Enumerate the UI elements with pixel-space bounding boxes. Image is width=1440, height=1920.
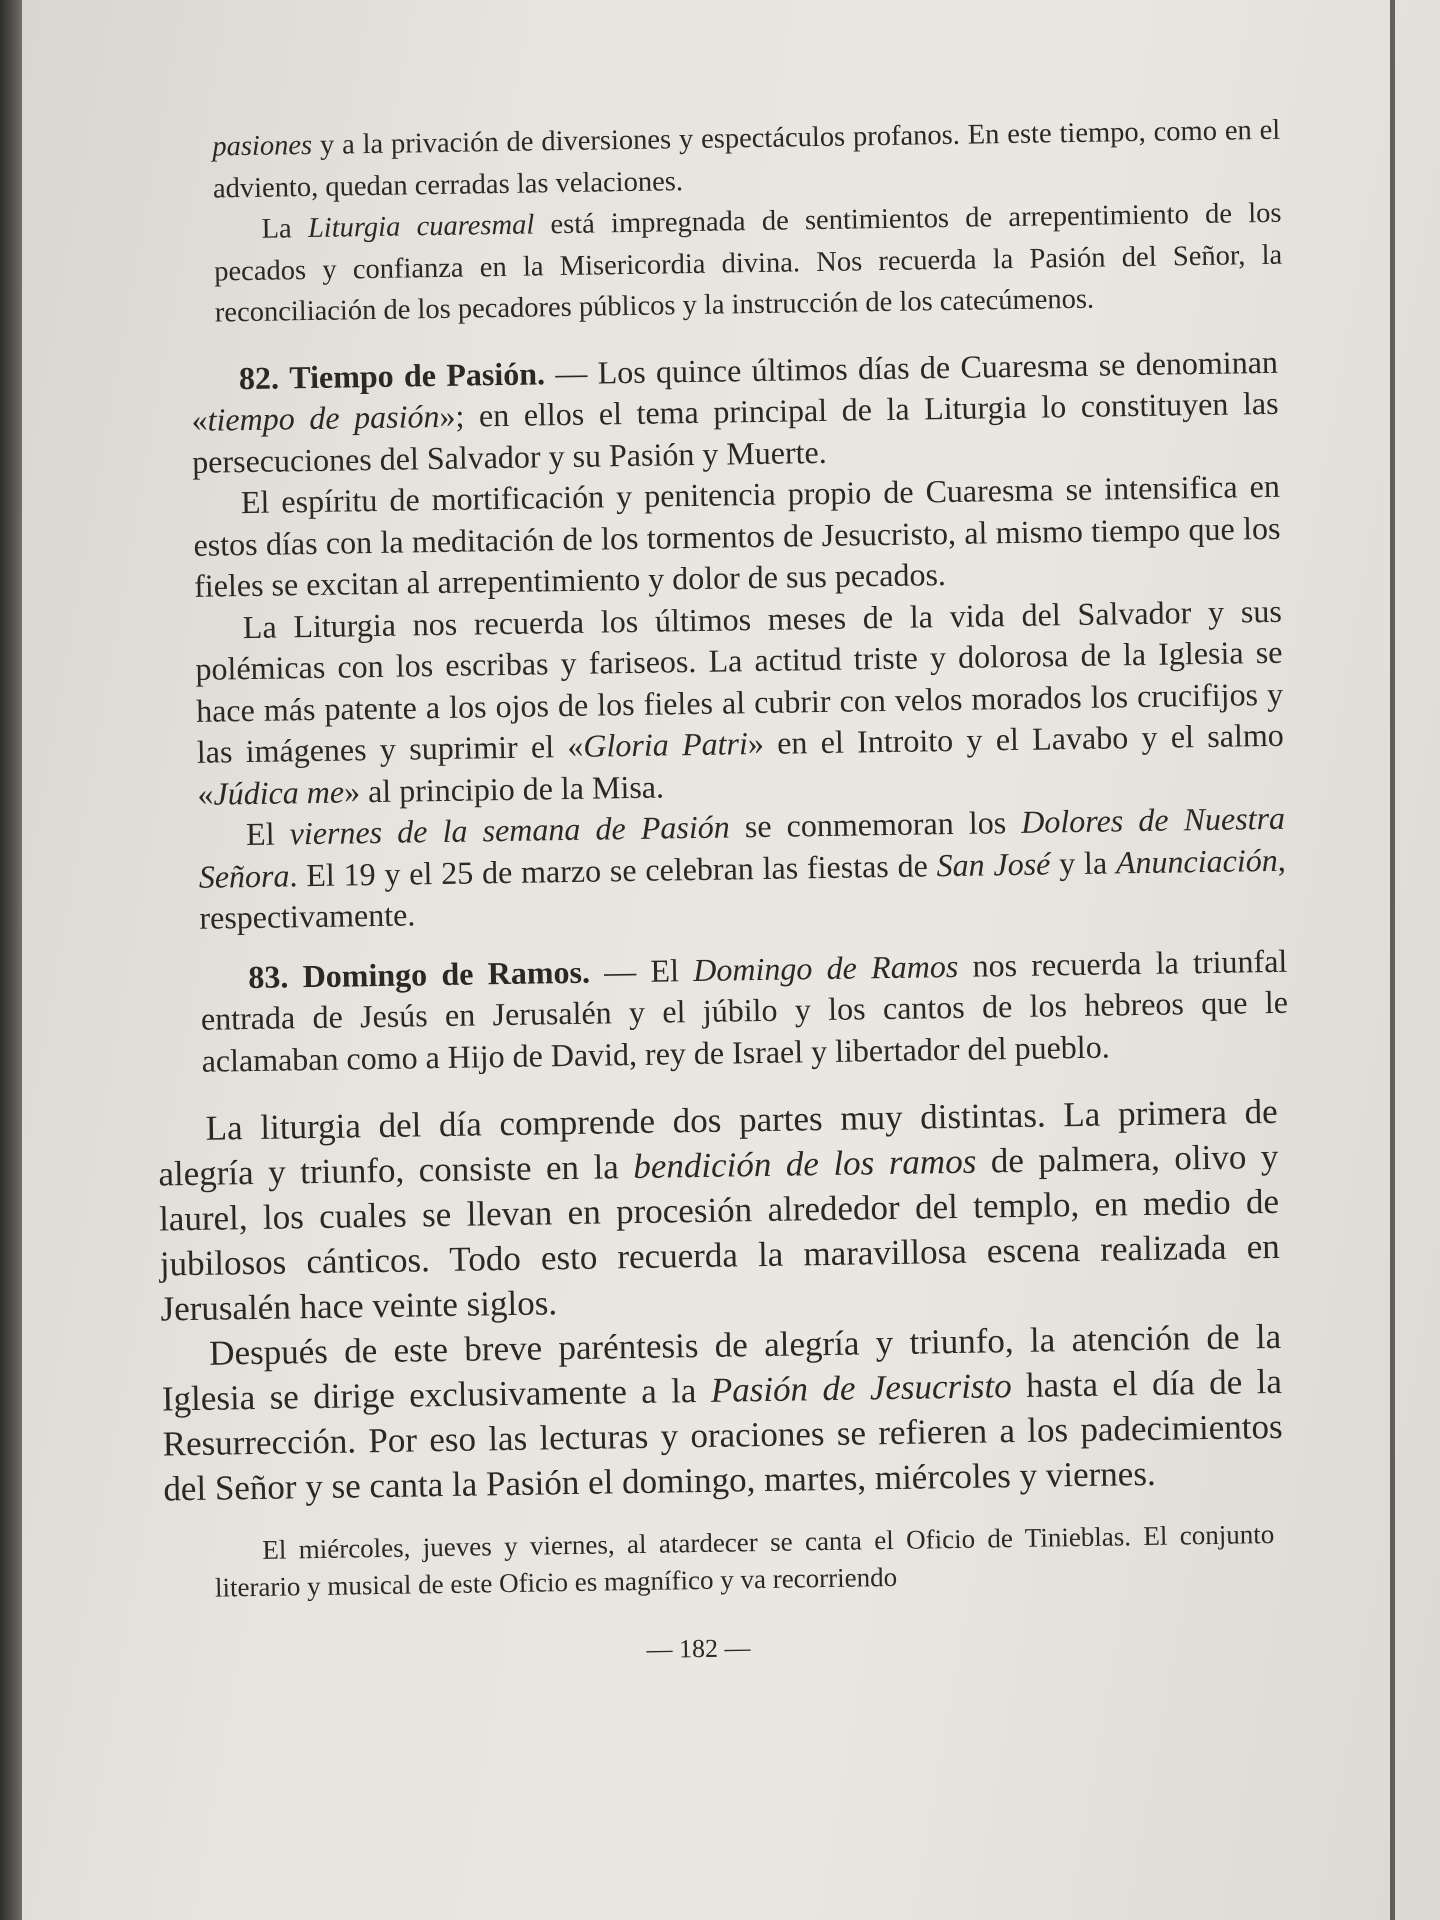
book-page <box>22 0 1440 1920</box>
section-82-paragraph-4: El viernes de la semana de Pasión se conmemoran los Dolores de Nuestra Señora. El 19 y el 25 de marzo se celebran las fiestas de San José y la Anunciación, respectivamente. <box>198 799 1286 936</box>
section-heading: Domingo de Ramos. <box>302 953 591 994</box>
section-82-paragraph-3: La Liturgia nos recuerda los últimos meses de la vida del Salvador y sus polémicas con los escribas y fariseos. La actitud triste y dolorosa de la Iglesia se hace más patente a los ojos de los fieles al cubrir con velos morados los crucifijos y las imágenes y suprimir el «Gloria Patri» en el Introito y el Lavabo y el salmo «Júdica me» al principio de la Misa. <box>195 592 1284 812</box>
note-block <box>139 1515 1315 1607</box>
section-83-paragraph-1: 83. Domingo de Ramos. — El Domingo de Ramos nos recuerda la triunfal entrada de Jesús en Jerusalén y el júbilo y los cantos de los hebreos que le aclamaban como a Hijo de David, rey de Israel y libertador del pueblo. <box>200 942 1289 1079</box>
section-82 <box>121 341 1307 1083</box>
section-heading: Tiempo de Pasión. <box>289 354 546 395</box>
page-edge-shadow <box>1390 0 1395 1920</box>
body-paragraph-2: Después de este breve paréntesis de alegría y triunfo, la atención de la Iglesia se dirige exclusivamente a la Pasión de Jesucristo hasta el día de la Resurrección. Por eso las lecturas y oraciones se refieren a los padecimientos del Señor y se canta la Pasión el domingo, martes, miércoles y viernes. <box>161 1316 1283 1509</box>
section-82-paragraph-2: El espíritu de mortificación y penitencia propio de Cuaresma se intensifica en estos días con la meditación de los tormentos de Jesucristo, al mismo tiempo que los fieles se excitan al arrepentimiento y dolor de sus pecados. <box>193 467 1281 604</box>
section-number: 82. <box>238 358 280 396</box>
note-paragraph: El miércoles, jueves y viernes, al atardecer se canta el Oficio de Tinieblas. El conjunto literario y musical de este Oficio es magnífico y va recorriendo <box>214 1518 1275 1603</box>
body-paragraph-1: La liturgia del día comprende dos partes muy distintas. La primera de alegría y triunfo, consiste en la bendición de los ramos de palmera, olivo y laurel, los cuales se llevan en procesión alrededor del templo, en medio de jubilosos cánticos. Todo esto recuerda la maravillosa escena realizada en Jerusalén hace veinte siglos. <box>158 1091 1281 1329</box>
page-number: — 182 — <box>646 1633 751 1664</box>
section-number: 83. <box>248 957 289 995</box>
intro-block <box>117 110 1295 336</box>
intro-paragraph-1: pasiones y a la privación de diversiones y espectáculos profanos. En este tiempo, como en el adviento, quedan cerradas las velaciones. <box>212 114 1281 204</box>
section-82-paragraph-1: 82. Tiempo de Pasión. — Los quince últimos días de Cuaresma se denominan «tiempo de pasión»; en ellos el tema principal de la Liturgia lo constituyen las persecuciones del Salvador y su Pasión y Muerte. <box>191 343 1279 480</box>
page-text-area <box>117 110 1316 1674</box>
intro-paragraph-2: La Liturgia cuaresmal está impregnada de sentimientos de arrepentimiento de los pecados y confianza en la Misericordia divina. Nos recuerda la Pasión del Señor, la reconciliación de los pecadores públicos y la instrucción de los catecúmenos. <box>214 197 1283 329</box>
body-block <box>132 1088 1313 1511</box>
